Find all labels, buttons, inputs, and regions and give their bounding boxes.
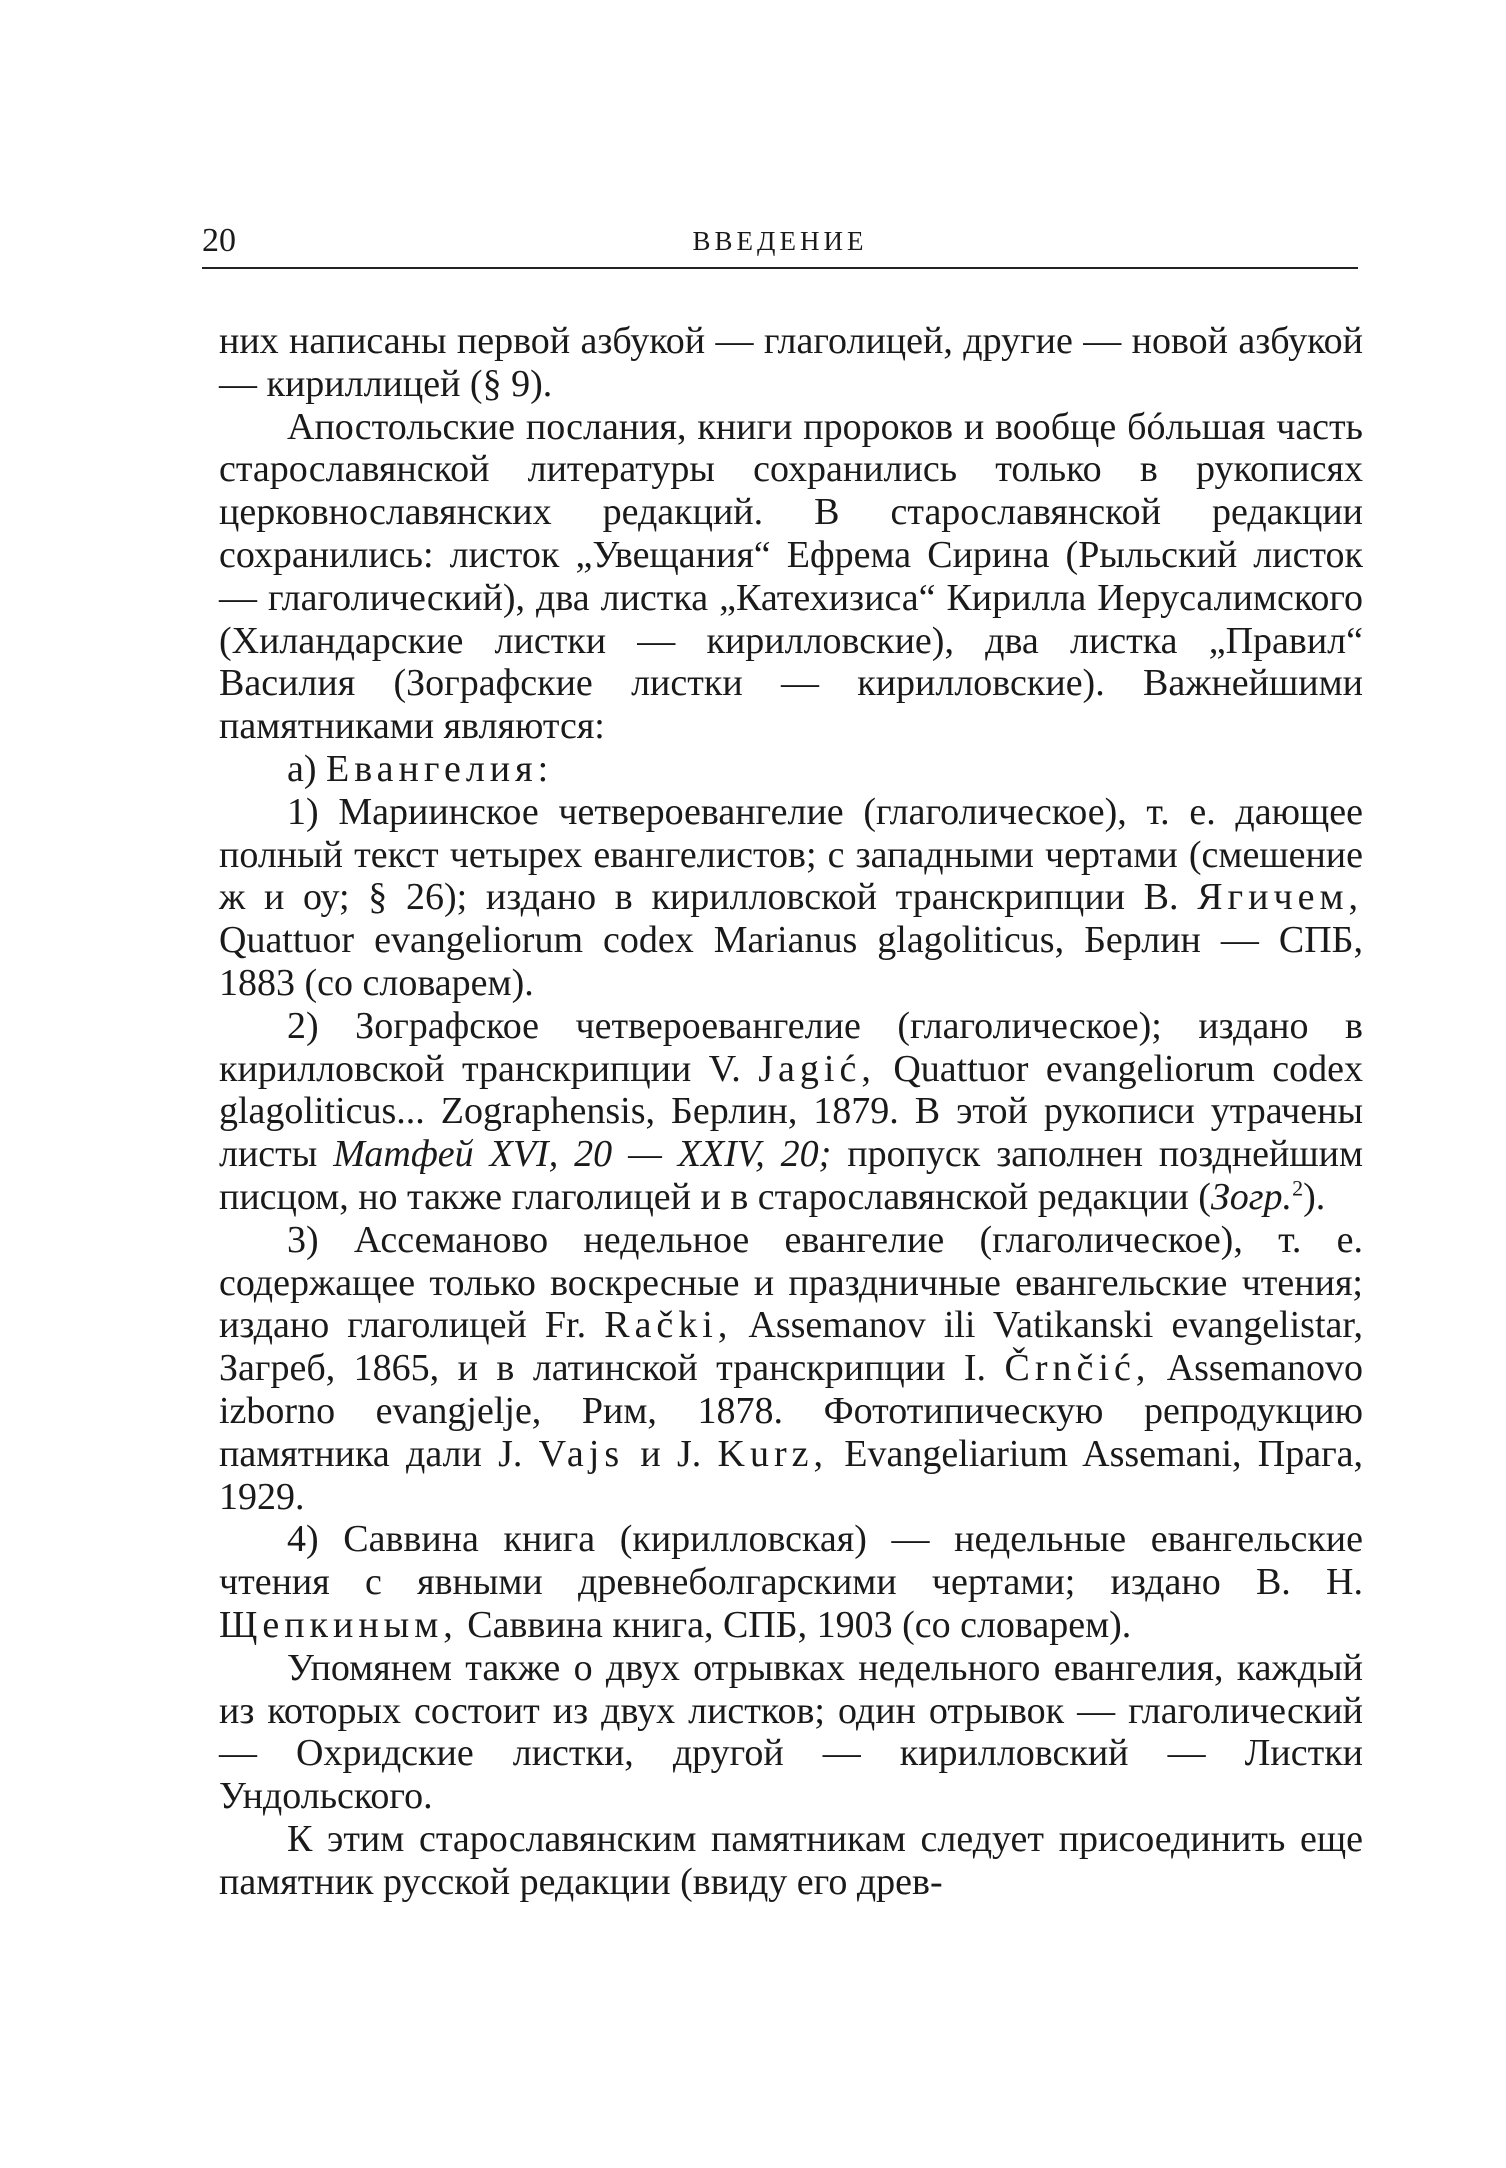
section-heading-gospels: а) Евангелия: bbox=[287, 747, 554, 790]
paragraph-russian-redaction: К этим старославянским памятникам следует присоединить еще памятник русской редакции (ввиду его древ- bbox=[219, 1817, 1363, 1903]
paragraph-fragments: Упомянем также о двух отрывках недельного евангелия, каждый из которых состоит из двух листков; один отрывок — глаголический — Охридские листки, другой — кирилловский — Листки Ундольского. bbox=[219, 1646, 1363, 1818]
author-name: Jagić, bbox=[758, 1047, 876, 1090]
list-item-assemani: 3) Ассеманово недельное евангелие (глаголическое), т. е. содержащее только воскресные и праздничные евангельские чтения; издано глаголицей Fr. Rački, Assemanov ili Vatikanski evangelistar, Загреб, 1865, и в латинской транскрипции I. Črnčić, Assemanovo izborno evangjelje, Рим, 1878. Фототипическую репродукцию памятника дали J. Vajs и J. Kurz, Evangeliarium Assemani, Прага, 1929. bbox=[219, 1218, 1364, 1518]
author-name: Vajs bbox=[538, 1432, 625, 1475]
italic-abbreviation: Зогр. bbox=[1210, 1175, 1293, 1218]
running-head bbox=[202, 222, 1358, 272]
list-item-mariinsky: 1) Мариинское четвероевангелие (глаголическое), т. е. дающее полный текст четырех евангелистов; с западными чертами (смешение ж и оу; § 26); издано в кирилловской транскрипции В. Ягичем, Quattuor evangeliorum codex Marianus glagoliticus, Берлин — СПБ, 1883 (со словарем). bbox=[219, 790, 1363, 1004]
paragraph-apostolic: Апостольские послания, книги пророков и вообще бóльшая часть старославянской литературы сохранились только в рукописях церковнославянских редакций. В старославянской редакции сохранились: листок „Увещания“ Ефрема Сирина (Рыльский листок — глаголический), два листка „Катехизиса“ Кирилла Иерусалимского (Хиландарские листки — кирилловские), два листка „Правил“ Василия (Зографские листки — кирилловские). Важнейшими памятниками являются: bbox=[219, 405, 1363, 748]
italic-reference: Матфей XVI, 20 — XXIV, 20; bbox=[333, 1133, 832, 1176]
author-name: Щепкиным, bbox=[219, 1603, 458, 1646]
author-name: Kurz, bbox=[717, 1432, 829, 1475]
paragraph-continuation: них написаны первой азбукой — глаголицей, другие — новой азбукой — кириллицей (§ 9). bbox=[219, 320, 1363, 405]
list-item-savvina: 4) Саввина книга (кирилловская) — недельные евангельские чтения с явными древнеболгарскими чертами; издано В. Н. Щепкиным, Саввина книга, СПБ, 1903 (со словарем). bbox=[219, 1518, 1363, 1646]
superscript: 2 bbox=[1292, 1175, 1304, 1201]
running-title: ВВЕДЕНИЕ bbox=[692, 226, 868, 256]
author-name: Rački, bbox=[604, 1304, 733, 1347]
author-name: Črnčić, bbox=[1004, 1347, 1151, 1390]
section-title: Евангелия: bbox=[326, 747, 554, 790]
list-item-zograph: 2) Зографское четвероевангелие (глаголическое); издано в кирилловской транскрипции V. Jagić, Quattuor evangeliorum codex glagoliticus... Zographensis, Берлин, 1879. В этой рукописи утрачены листы Матфей XVI, 20 — XXIV, 20; пропуск заполнен позднейшим писцом, но также глаголицей и в старославянской редакции (Зогр.$^2$). bbox=[219, 1004, 1364, 1218]
author-name: Ягичем, bbox=[1197, 876, 1363, 919]
body-text bbox=[219, 320, 1363, 1903]
header-rule bbox=[202, 267, 1358, 269]
page-number: 20 bbox=[202, 222, 236, 259]
